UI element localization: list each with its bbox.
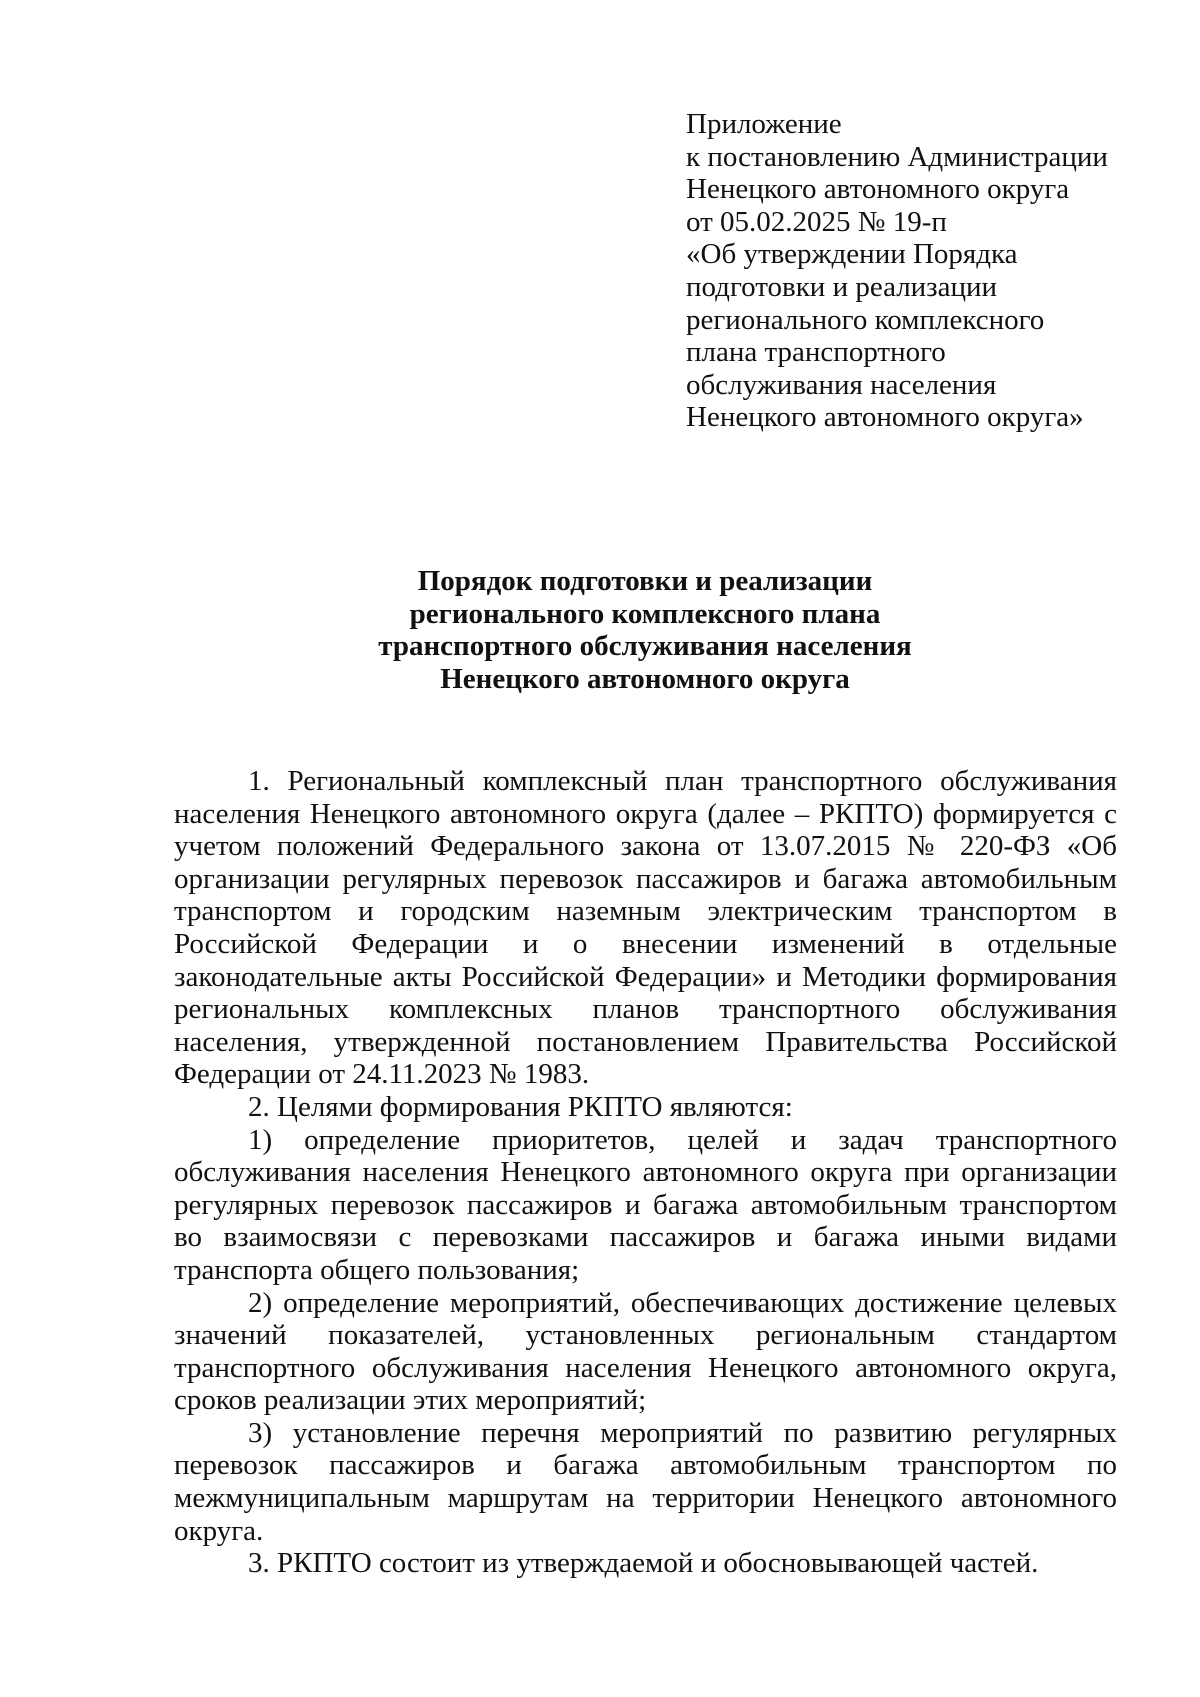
title-line: Порядок подготовки и реализации — [417, 565, 873, 597]
appendix-line: от 05.02.2025 № 19-п — [686, 205, 947, 238]
appendix-line: к постановлению Администрации — [686, 140, 1108, 173]
paragraph-2-item-3: 3) установление перечня мероприятий по развитию регулярных перевозок пассажиров и багажа автомобильным транспортом по межмуниципальным маршрутам на территории Ненецкого автономного округа. — [174, 1416, 1117, 1547]
appendix-line: регионального комплексного — [686, 303, 1045, 336]
document-title — [170, 565, 1120, 695]
appendix-line: Ненецкого автономного округа» — [686, 401, 1084, 434]
paragraph-2-item-2: 2) определение мероприятий, обеспечивающих достижение целевых значений показателей, установленных региональным стандартом транспортного обслуживания населения Ненецкого автономного округа, сроков реализации этих мероприятий; — [174, 1286, 1117, 1417]
appendix-line: подготовки и реализации — [686, 270, 998, 303]
title-line: Ненецкого автономного округа — [440, 662, 850, 695]
paragraph-2: 2. Целями формирования РКПТО являются: — [248, 1090, 793, 1123]
document-body — [174, 765, 1117, 1580]
appendix-line: Ненецкого автономного округа — [686, 173, 1070, 206]
appendix-line: плана транспортного — [686, 336, 946, 369]
paragraph-3: 3. РКПТО состоит из утверждаемой и обосновывающей частей. — [248, 1547, 1039, 1580]
appendix-line: Приложение — [686, 108, 842, 140]
paragraph-2-item-1: 1) определение приоритетов, целей и задач транспортного обслуживания населения Ненецкого автономного округа при организации регулярных перевозок пассажиров и багажа автомобильным транспортом во взаимосвязи с перевозками пассажиров и багажа иными видами транспорта общего пользования; — [174, 1123, 1117, 1286]
appendix-line: обслуживания населения — [686, 368, 997, 401]
title-line: транспортного обслуживания населения — [378, 630, 912, 663]
paragraph-1: 1. Региональный комплексный план транспортного обслуживания населения Ненецкого автономного округа (далее – РКПТО) формируется с учетом положений Федерального закона от 13.07.2015 № 220-ФЗ «Об организации регулярных перевозок пассажиров и багажа автомобильным транспортом и городским наземным электрическим транспортом в Российской Федерации и о внесении изменений в отдельные законодательные акты Российской Федерации» и Методики формирования региональных комплексных планов транспортного обслуживания населения, утвержденной постановлением Правительства Российской Федерации от 24.11.2023 № 1983. — [174, 765, 1117, 1091]
appendix-line: «Об утверждении Порядка — [686, 238, 1018, 271]
title-line: регионального комплексного плана — [409, 597, 881, 630]
appendix-header — [686, 108, 1156, 434]
